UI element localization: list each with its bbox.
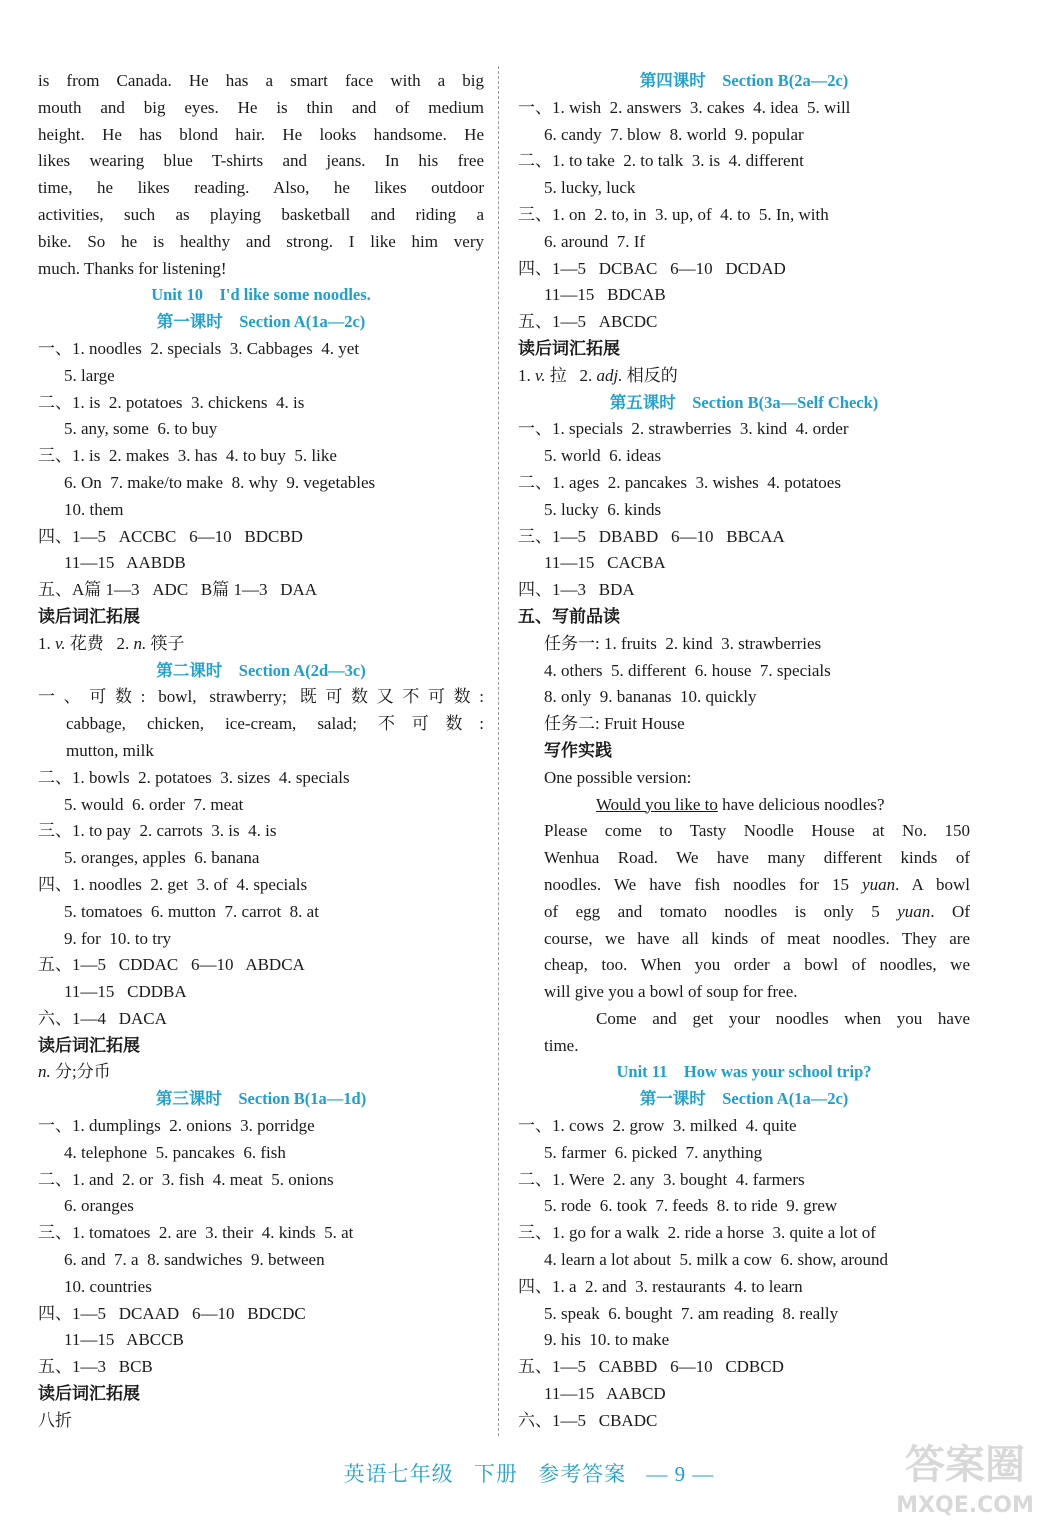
- italic-term: yuan: [897, 901, 931, 921]
- answer-line: time.: [544, 1035, 579, 1055]
- answer-line: 5. lucky, luck: [544, 178, 636, 198]
- answer-line: 三、1. on 2. to, in 3. up, of 4. to 5. In, with: [518, 204, 829, 224]
- answer-line: 四、1—5 ACCBC 6—10 BDCBD: [38, 526, 303, 546]
- answer-line: course, we have all kinds of meat noodles. They are: [544, 928, 970, 948]
- answer-line: 4. learn a lot about 5. milk a cow 6. show, around: [544, 1250, 889, 1270]
- answer-line: 一、1. dumplings 2. onions 3. porridge: [38, 1116, 315, 1136]
- answer-line: 三、1. go for a walk 2. ride a horse 3. quite a lot of: [518, 1223, 876, 1243]
- answer-line: 一、可数: bowl, strawberry; 既可数又不可数:: [38, 687, 484, 707]
- answer-line: n. 分;分币: [38, 1059, 484, 1086]
- italic-term: v.: [55, 633, 66, 653]
- answer-line: 5. speak 6. bought 7. am reading 8. really: [544, 1303, 839, 1323]
- answer-line: 11—15 BDCAB: [544, 285, 666, 305]
- answer-line: 6. candy 7. blow 8. world 9. popular: [544, 124, 804, 144]
- answer-line: 11—15 AABCD: [544, 1384, 666, 1404]
- subsection-label: 写作实践: [544, 740, 612, 760]
- answer-line: 5. world 6. ideas: [544, 446, 662, 466]
- answer-line: One possible version:: [544, 767, 692, 787]
- answer-line: 任务一: 1. fruits 2. kind 3. strawberries: [544, 633, 822, 653]
- answer-line: 4. others 5. different 6. house 7. specials: [544, 660, 831, 680]
- answer-line: 10. countries: [64, 1276, 152, 1296]
- section-heading: Unit 11 How was your school trip?: [616, 1062, 872, 1082]
- footer-subject: 英语七年级: [343, 1462, 454, 1486]
- answer-line: 11—15 CACBA: [544, 553, 666, 573]
- italic-term: yuan: [862, 874, 896, 894]
- answer-line: 11—15 CDDBA: [64, 982, 187, 1002]
- answer-line: Please come to Tasty Noodle House at No. 150: [544, 821, 970, 841]
- right-column: [518, 68, 970, 1435]
- answer-line: cabbage, chicken, ice-cream, salad; 不可数:: [66, 714, 484, 734]
- section-heading: 第四课时 Section B(2a—2c): [639, 71, 849, 90]
- answer-line: 二、1. bowls 2. potatoes 3. sizes 4. specials: [38, 767, 350, 787]
- answer-line: 四、1—3 BDA: [518, 580, 635, 600]
- answer-line: mutton, milk: [66, 740, 154, 760]
- answer-line: 一、1. specials 2. strawberries 3. kind 4. order: [518, 419, 849, 439]
- answer-line: of egg and tomato noodles is only 5 yuan. Of: [518, 899, 970, 926]
- answer-line: 1. v. 拉 2. adj. 相反的: [518, 363, 970, 390]
- answer-line: 五、1—5 CABBD 6—10 CDBCD: [518, 1357, 784, 1377]
- answer-line: 11—15 AABDB: [64, 553, 186, 573]
- footer-label: 参考答案: [538, 1462, 627, 1486]
- answer-line: mouth and big eyes. He is thin and of medium: [38, 97, 484, 117]
- answer-line: 11—15 ABCCB: [64, 1330, 184, 1350]
- answer-line: 5. lucky 6. kinds: [544, 499, 662, 519]
- answer-line: is from Canada. He has a smart face with a big: [38, 71, 484, 90]
- left-column: [38, 68, 484, 1435]
- answer-line: 二、1. is 2. potatoes 3. chickens 4. is: [38, 392, 305, 412]
- answer-line: 5. would 6. order 7. meat: [64, 794, 244, 814]
- answer-line: 六、1—4 DACA: [38, 1008, 167, 1028]
- answer-line: 二、1. to take 2. to talk 3. is 4. different: [518, 151, 804, 171]
- section-heading: Unit 10 I'd like some noodles.: [151, 285, 371, 305]
- section-heading: 第三课时 Section B(1a—1d): [155, 1089, 367, 1109]
- answer-line: much. Thanks for listening!: [38, 258, 227, 278]
- answer-line: 二、1. ages 2. pancakes 3. wishes 4. potatoes: [518, 472, 841, 492]
- answer-line: 5. rode 6. took 7. feeds 8. to ride 9. grew: [544, 1196, 838, 1216]
- answer-line: 9. for 10. to try: [64, 928, 172, 948]
- subsection-label: 五、写前品读: [518, 606, 620, 626]
- answer-line: 一、1. cows 2. grow 3. milked 4. quite: [518, 1116, 797, 1136]
- answer-line: activities, such as playing basketball and riding a: [38, 204, 484, 224]
- answer-line: 一、1. wish 2. answers 3. cakes 4. idea 5. will: [518, 97, 851, 117]
- answer-line: bike. So he is healthy and strong. I like him very: [38, 231, 484, 251]
- italic-term: n.: [38, 1062, 51, 1082]
- section-heading: 第一课时 Section A(1a—2c): [639, 1089, 849, 1109]
- answer-line: will give you a bowl of soup for free.: [544, 982, 798, 1002]
- column-divider: [498, 66, 499, 1436]
- answer-line: Come and get your noodles when you have: [596, 1008, 970, 1028]
- watermark-url: MXQE.COM: [896, 1493, 1034, 1518]
- answer-line: 1. v. 花费 2. n. 筷子: [38, 631, 484, 658]
- subsection-label: 读后词汇拓展: [38, 1384, 140, 1404]
- subsection-label: 读后词汇拓展: [518, 338, 620, 358]
- subsection-label: 读后词汇拓展: [38, 606, 140, 626]
- underlined-phrase: Would you like to: [596, 794, 718, 814]
- answer-line: likes wearing blue T-shirts and jeans. In his free: [38, 151, 484, 171]
- answer-line: 八折: [38, 1410, 72, 1430]
- answer-line: 5. oranges, apples 6. banana: [64, 848, 260, 868]
- watermark-title: 答案圈: [905, 1442, 1025, 1488]
- answer-line: 三、1. to pay 2. carrots 3. is 4. is: [38, 821, 277, 841]
- answer-line: 6. and 7. a 8. sandwiches 9. between: [64, 1250, 325, 1270]
- subsection-label: 读后词汇拓展: [38, 1035, 140, 1055]
- answer-line: 5. any, some 6. to buy: [64, 419, 218, 439]
- answer-line: time, he likes reading. Also, he likes outdoor: [38, 178, 484, 198]
- answer-line: 10. them: [64, 499, 124, 519]
- answer-line: 三、1. tomatoes 2. are 3. their 4. kinds 5. at: [38, 1223, 354, 1243]
- answer-line: height. He has blond hair. He looks handsome. He: [38, 124, 484, 144]
- answer-line: 四、1—5 DCAAD 6—10 BDCDC: [38, 1303, 306, 1323]
- section-heading: 第二课时 Section A(2d—3c): [156, 660, 366, 680]
- footer-volume: 下册: [473, 1462, 518, 1486]
- answer-line: 6. oranges: [64, 1196, 134, 1216]
- answer-line: 5. large: [64, 365, 115, 385]
- answer-line: 二、1. and 2. or 3. fish 4. meat 5. onions: [38, 1169, 334, 1189]
- answer-line: 四、1. noodles 2. get 3. of 4. specials: [38, 874, 308, 894]
- answer-line: 6. around 7. If: [544, 231, 646, 251]
- italic-term: n.: [133, 633, 147, 653]
- section-heading: 第五课时 Section B(3a—Self Check): [609, 392, 879, 412]
- answer-line: 5. tomatoes 6. mutton 7. carrot 8. at: [64, 901, 319, 921]
- answer-line: 四、1—5 DCBAC 6—10 DCDAD: [518, 258, 786, 278]
- answer-line: 五、1—5 CDDAC 6—10 ABDCA: [38, 955, 305, 975]
- answer-line: 一、1. noodles 2. specials 3. Cabbages 4. yet: [38, 338, 360, 358]
- section-heading: 第一课时 Section A(1a—2c): [156, 312, 366, 332]
- footer-page-number: — 9 —: [646, 1462, 715, 1486]
- watermark-logo: [890, 1416, 1040, 1526]
- answer-line: 9. his 10. to make: [544, 1330, 670, 1350]
- answer-line: noodles. We have fish noodles for 15 yuan. A bowl: [518, 872, 970, 899]
- answer-line: 5. farmer 6. picked 7. anything: [544, 1142, 763, 1162]
- answer-line: 任务二: Fruit House: [544, 714, 685, 734]
- answer-line: 五、1—5 ABCDC: [518, 312, 658, 332]
- answer-line: 二、1. Were 2. any 3. bought 4. farmers: [518, 1169, 805, 1189]
- answer-line: 六、1—5 CBADC: [518, 1410, 658, 1430]
- answer-line: 四、1. a 2. and 3. restaurants 4. to learn: [518, 1276, 803, 1296]
- answer-line: 6. On 7. make/to make 8. why 9. vegetables: [64, 472, 376, 492]
- italic-term: v.: [535, 365, 546, 385]
- answer-line: 三、1—5 DBABD 6—10 BBCAA: [518, 526, 785, 546]
- answer-line: 五、A篇 1—3 ADC B篇 1—3 DAA: [38, 580, 318, 600]
- answer-line: 4. telephone 5. pancakes 6. fish: [64, 1142, 286, 1162]
- answer-line: Would you like to have delicious noodles?: [518, 792, 970, 819]
- answer-line: 五、1—3 BCB: [38, 1357, 153, 1377]
- answer-line: cheap, too. When you order a bowl of noodles, we: [544, 955, 970, 975]
- answer-line: 三、1. is 2. makes 3. has 4. to buy 5. like: [38, 446, 337, 466]
- answer-line: 8. only 9. bananas 10. quickly: [544, 687, 757, 707]
- answer-line: Wenhua Road. We have many different kinds of: [544, 848, 970, 868]
- italic-term: adj.: [596, 365, 623, 385]
